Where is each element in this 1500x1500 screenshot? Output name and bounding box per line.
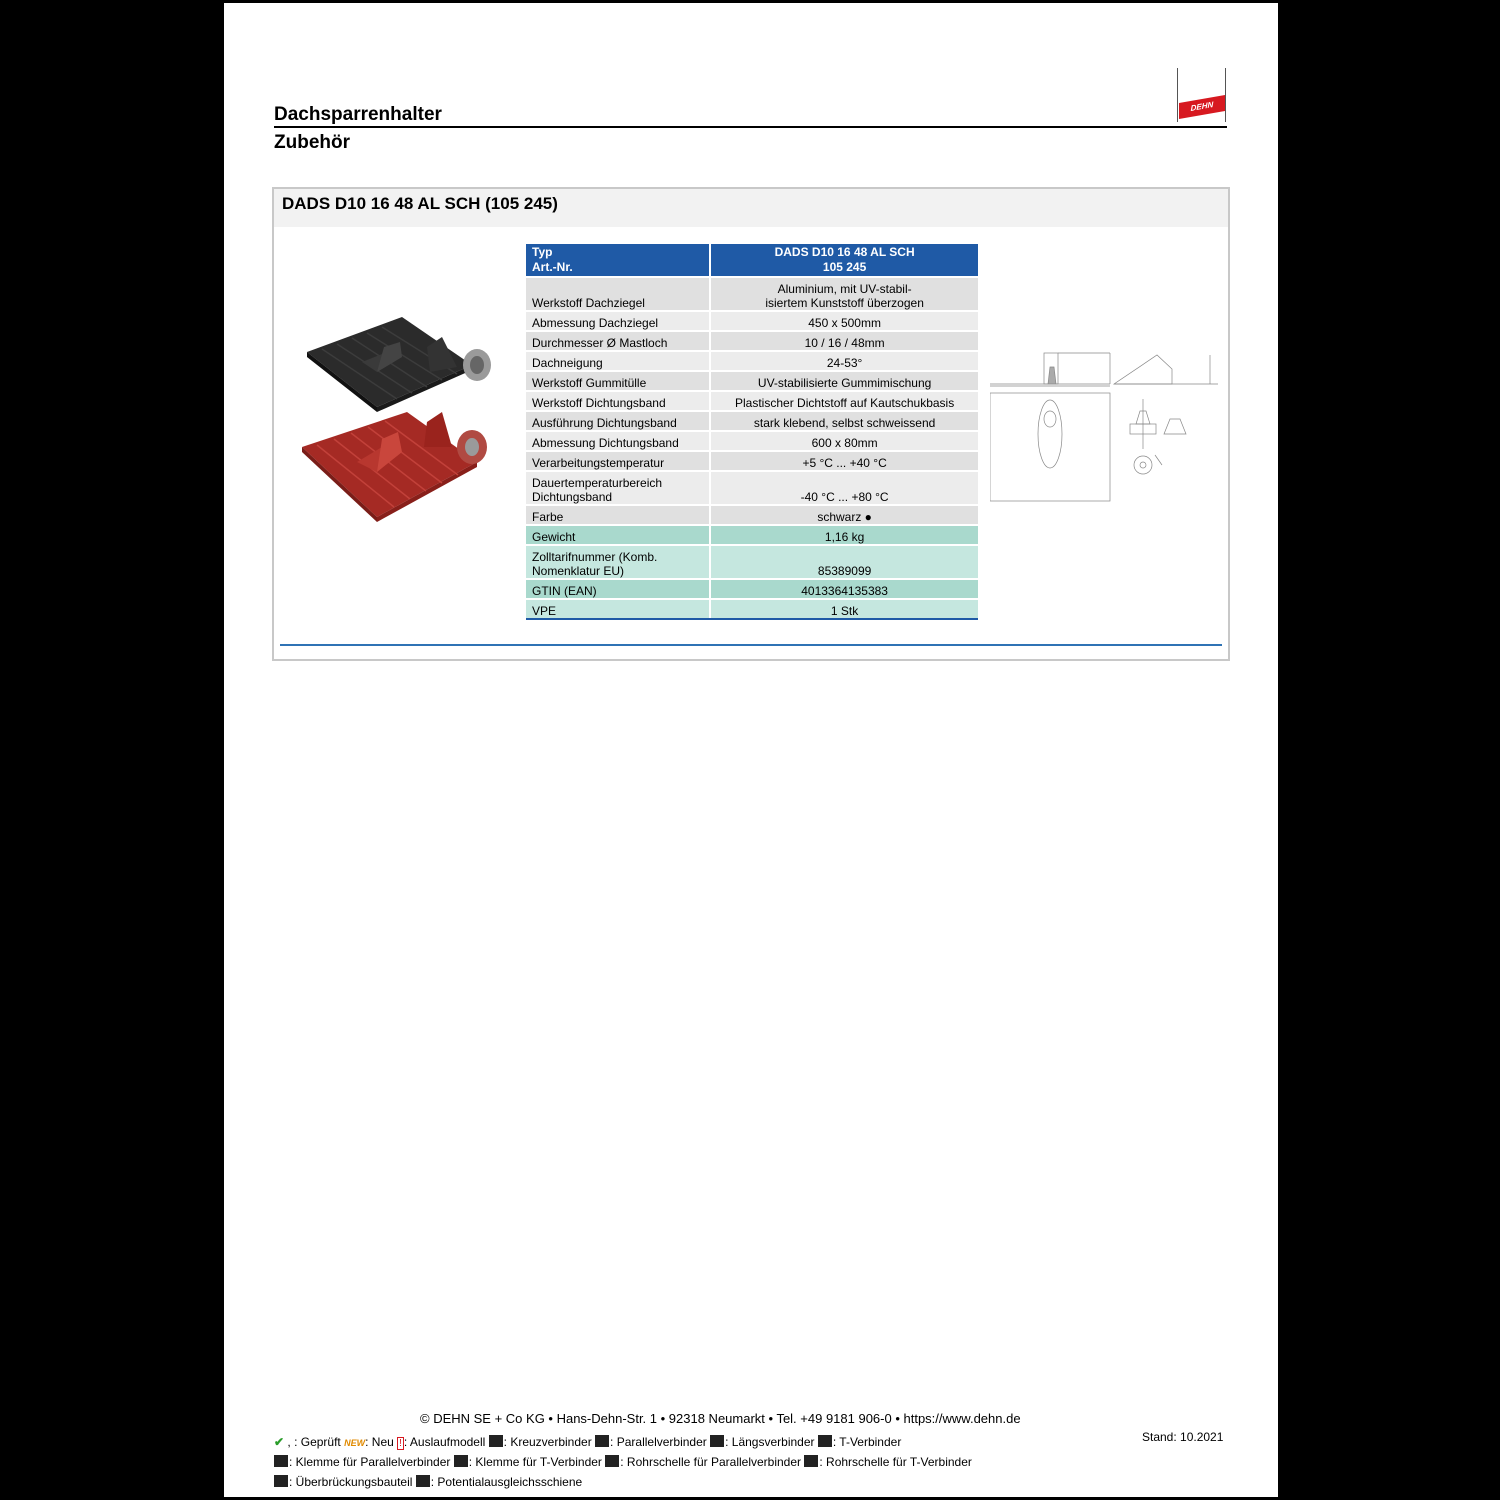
title-rule xyxy=(274,126,1227,128)
spec-row: Dachneigung 24-53° xyxy=(526,351,978,371)
logo-divider xyxy=(1177,68,1178,122)
spec-row: Dauertemperaturbereich Dichtungsband -40 °C ... +80 °C xyxy=(526,471,978,505)
spec-row: Ausführung Dichtungsband stark klebend, selbst schweissend xyxy=(526,411,978,431)
new-icon: NEW xyxy=(344,1438,366,1448)
spec-row: Werkstoff Dichtungsband Plastischer Dichtstoff auf Kautschukbasis xyxy=(526,391,978,411)
laengsverbinder-icon xyxy=(710,1435,724,1447)
product-title: DADS D10 16 48 AL SCH (105 245) xyxy=(282,194,558,213)
legend-line: ✔ , : Geprüft NEW: Neu ! : Auslaufmodell : Kreuzverbinder : Parallelverbinder : Längsverbinder : T-Verbinder xyxy=(274,1435,902,1449)
spec-row: Werkstoff Dachziegel Aluminium, mit UV-stabil- isiertem Kunststoff überzogen xyxy=(526,277,978,311)
spec-row: VPE 1 Stk xyxy=(526,599,978,619)
t-verbinder-icon xyxy=(818,1435,832,1447)
parallelverbinder-icon xyxy=(595,1435,609,1447)
technical-drawing xyxy=(990,349,1222,505)
kreuzverbinder-icon xyxy=(489,1435,503,1447)
spec-row: Verarbeitungstemperatur +5 °C ... +40 °C xyxy=(526,451,978,471)
product-box xyxy=(272,187,1230,661)
spec-header-label: Typ Art.-Nr. xyxy=(526,244,710,277)
logo-divider xyxy=(1225,68,1226,122)
page-subtitle: Zubehör xyxy=(274,132,350,153)
dehn-logo: DEHN xyxy=(1179,95,1225,119)
spec-row: Werkstoff Gummitülle UV-stabilisierte Gummimischung xyxy=(526,371,978,391)
spec-row: Farbe schwarz ● xyxy=(526,505,978,525)
revision-date: Stand: 10.2021 xyxy=(1142,1430,1224,1444)
ueberbrueckung-icon xyxy=(274,1475,288,1487)
spec-row: Zolltarifnummer (Komb. Nomenklatur EU) 85389099 xyxy=(526,545,978,579)
spec-row: Durchmesser Ø Mastloch 10 / 16 / 48mm xyxy=(526,331,978,351)
spec-row: GTIN (EAN) 4013364135383 xyxy=(526,579,978,599)
legend-line: : Klemme für Parallelverbinder : Klemme für T-Verbinder : Rohrschelle für Parallelverbinder : Rohrschelle für T-Verbinder xyxy=(274,1453,972,1471)
spec-row: Abmessung Dachziegel 450 x 500mm xyxy=(526,311,978,331)
klemme-t-icon xyxy=(454,1455,468,1467)
potentialausgleich-icon xyxy=(416,1475,430,1487)
klemme-parallel-icon xyxy=(274,1455,288,1467)
company-footer: © DEHN SE + Co KG • Hans-Dehn-Str. 1 • 92318 Neumarkt • Tel. +49 9181 906-0 • https://www.dehn.de xyxy=(420,1411,1021,1426)
spec-row: Gewicht 1,16 kg xyxy=(526,525,978,545)
spec-row: Abmessung Dichtungsband 600 x 80mm xyxy=(526,431,978,451)
spec-header-value: DADS D10 16 48 AL SCH 105 245 xyxy=(710,244,978,277)
page-title: Dachsparrenhalter xyxy=(274,104,442,125)
rohrschelle-parallel-icon xyxy=(605,1455,619,1467)
product-photo xyxy=(302,317,502,522)
checkmark-icon: ✔ xyxy=(274,1435,285,1449)
rohrschelle-t-icon xyxy=(804,1455,818,1467)
legend-line: : Überbrückungsbauteil : Potentialausgleichsschiene xyxy=(274,1473,582,1491)
spec-header-row xyxy=(526,244,978,277)
datasheet-page xyxy=(224,3,1278,1497)
spec-table xyxy=(526,244,978,620)
outmodel-icon: ! xyxy=(399,1438,402,1449)
product-box-footer-rule xyxy=(280,644,1222,646)
product-box-header xyxy=(274,189,1228,227)
